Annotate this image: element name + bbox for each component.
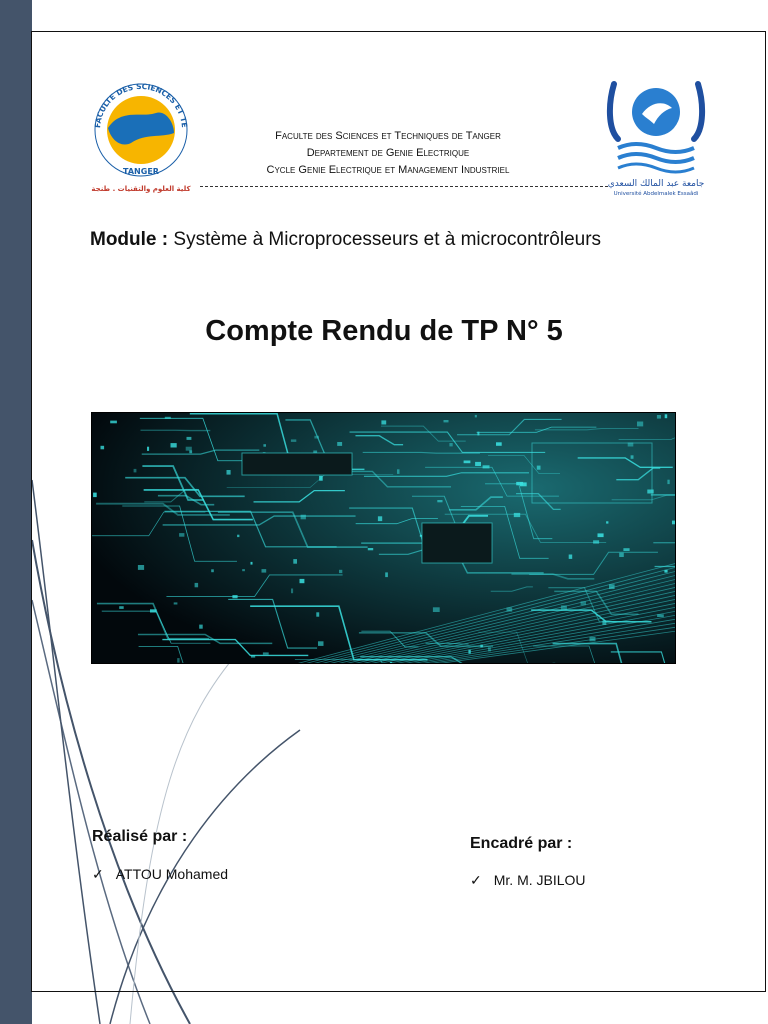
module-line	[90, 229, 601, 251]
checkmark-icon: ✓	[470, 872, 482, 888]
student-name-item	[92, 866, 228, 883]
uae-arabic-text: جامعة عبد المالك السعدي	[607, 179, 705, 189]
uae-university-logo	[606, 74, 706, 198]
module-value: Système à Microprocesseurs et à microcontrôleurs	[173, 229, 602, 250]
circuit-board-image	[91, 412, 676, 664]
checkmark-icon: ✓	[92, 866, 104, 882]
faculty-line: Faculte des Sciences et Techniques de Tanger	[275, 130, 501, 142]
side-color-bar	[0, 0, 32, 1024]
uae-latin-text: Université Abdelmalek Essaâdi	[613, 191, 699, 197]
supervisor-name-item	[470, 872, 586, 889]
realise-label: Réalisé par :	[92, 828, 188, 845]
module-label: Module :	[90, 229, 169, 250]
institution-header	[200, 128, 576, 179]
fst-tanger-logo	[86, 78, 196, 198]
department-line: Departement de Genie Electrique	[306, 147, 470, 159]
logo-arc-text: FACULTE DES SCIENCES ET TE	[93, 81, 189, 129]
logo-city-text: TANGER	[123, 167, 159, 176]
report-title: Compte Rendu de TP N° 5	[205, 315, 563, 347]
encadre-label: Encadré par :	[470, 835, 573, 852]
supervisor-name: Mr. M. JBILOU	[493, 872, 586, 888]
student-name: ATTOU Mohamed	[115, 866, 229, 882]
cycle-line: Cycle Genie Electrique et Management Industriel	[266, 164, 510, 176]
header-divider	[200, 186, 608, 187]
logo-arabic-text: كلية العلوم والتقنيات . طنجة	[91, 185, 191, 193]
